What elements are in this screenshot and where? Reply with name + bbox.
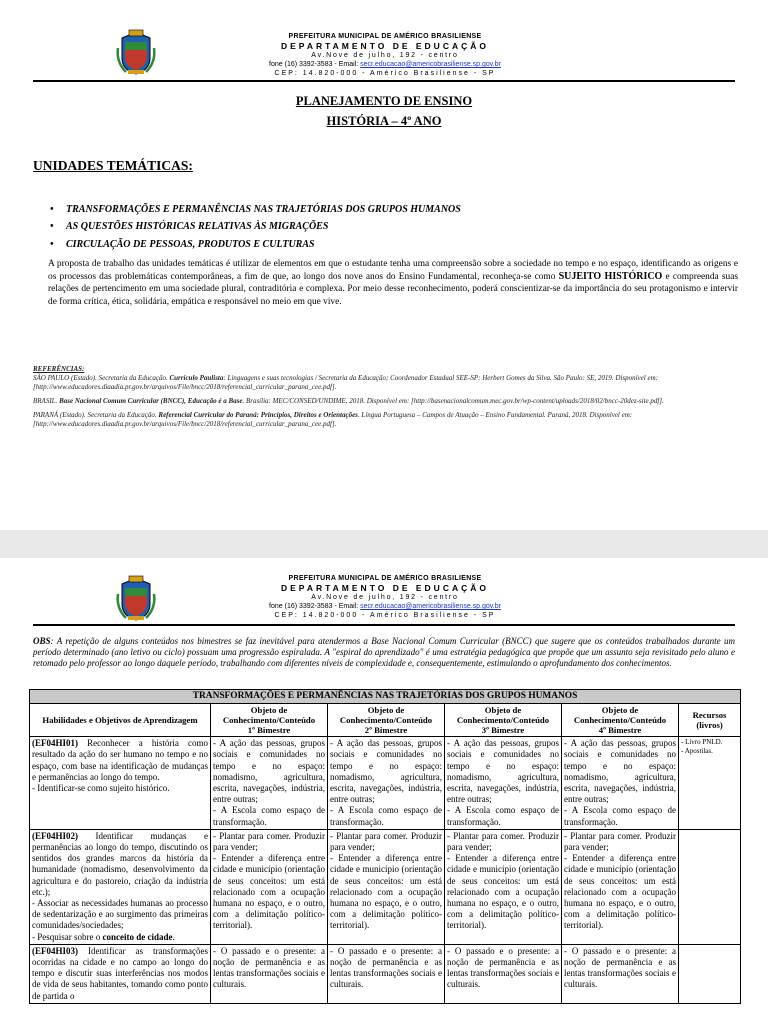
letterhead (0, 0, 768, 77)
reference-item: SÃO PAULO (Estado). Secretaria da Educação. Currículo Paulista: Linguagens e suas tecnologias / Secretaria da Educação; Coordenador Estadual SEE-SP: Herbert Gomes da Silva. São Paulo: SE, 2019. Disponível em: [http://www.educadores.diaadia.pr.gov.br/arquivos/File/bncc/2018/referencial_curricular_parana_cee.pdf]. (33, 374, 658, 391)
header-resources: Recursos (livros) (679, 704, 741, 737)
content-cell: - A ação das pessoas, grupos sociais e comunidades no tempo e no espaço: nomadismo, agricultura, escrita, navegações, indústria, entre outras; - A Escola como espaço de transformação. (211, 737, 328, 830)
letterhead (0, 558, 768, 624)
reference-item: BRASIL. Base Nacional Comum Curricular (BNCC), Educação é a Base. Brasília: MEC/CONSED/UNDIME, 2018. Disponível em: [http://basenacionalcomum.mec.gov.br/wp-content/uploads/2018/02/bncc-20dez-site.pdf]. (33, 397, 664, 405)
page-subtitle: HISTÓRIA – 4º ANO (326, 114, 442, 128)
header-bimester-4: Objeto de Conhecimento/Conteúdo 4º Bimestre (562, 704, 679, 737)
phone-text: fone (16) 3392-3583 - Email: (269, 61, 361, 68)
content-cell: - Plantar para comer. Produzir para vender; - Entender a diferença entre cidade e município (orientação de seus conceitos: um está relacionado com a ocupação humana no espaço, e o outro, com a delimitação político-territorial). (328, 829, 445, 944)
table-header-row (30, 704, 741, 737)
department-name: DEPARTAMENTO DE EDUCAÇÃO (280, 41, 489, 51)
content-cell: - O passado e o presente: a noção de permanência e as lentas transformações sociais e culturais. (445, 944, 562, 1003)
references-heading: REFERÊNCIAS: (33, 365, 85, 373)
skill-cell: (EF04HI02) Identificar mudanças e permanências ao longo do tempo, discutindo os sentidos dos grandes marcos da história da humanidade (nomadismo, desenvolvimento da agricultura e do pastoreio, criação da indústria etc.); - Associar as necessidades humanas ao processo de sedentarização e ao surgimento das primeiras comunidades/sociedades; - Pesquisar sobre o conceito de cidade. (30, 829, 211, 944)
header-divider (33, 80, 735, 82)
content-cell: - O passado e o presente: a noção de permanência e as lentas transformações sociais e culturais. (211, 944, 328, 1003)
header-bimester-3: Objeto de Conhecimento/Conteúdo 3º Bimestre (445, 704, 562, 737)
prefeitura-name: PREFEITURA MUNICIPAL DE AMÉRICO BRASILIENSE (288, 575, 482, 582)
content-cell: - Plantar para comer. Produzir para vender; - Entender a diferença entre cidade e município (orientação de seus conceitos: um está relacionado com a ocupação humana no espaço, e o outro, com a delimitação político-territorial). (211, 829, 328, 944)
list-item: • AS QUESTÕES HISTÓRICAS RELATIVAS ÀS MIGRAÇÕES (50, 221, 329, 232)
content-cell: - A ação das pessoas, grupos sociais e comunidades no tempo e no espaço: nomadismo, agricultura, escrita, navegações, indústria, entre outras; - A Escola como espaço de transformação. (328, 737, 445, 830)
page-title: PLANEJAMENTO DE ENSINO (295, 94, 473, 108)
bullet-icon: • (50, 204, 54, 215)
email-link[interactable]: secr.educacao@americobrasiliense.sp.gov.br (360, 61, 501, 68)
skill-cell: (EF04HI03) Identificar as transformações ocorridas na cidade e no campo ao longo do tempo e discutir suas interferências nos modos de vida de seus habitantes, tomando como ponto de partida o (30, 944, 211, 1003)
address: Av.Nove de julho, 192 - centro (311, 52, 459, 59)
header-skills: Habilidades e Objetivos de Aprendizagem (30, 704, 211, 737)
content-cell: - Plantar para comer. Produzir para vender; - Entender a diferença entre cidade e município (orientação de seus conceitos: um está relacionado com a ocupação humana no espaço, e o outro, com a delimitação político-territorial). (562, 829, 679, 944)
intro-paragraph: A proposta de trabalho das unidades temáticas é utilizar de elementos em que o estudante tenha uma compreensão sobre a sociedade no tempo e no espaço, identificando as origens e os processos das problemáticas contemporâneas, a fim de que, ao longo dos nove anos do Ensino Fundamental, reconheça-se como SUJEITO HISTÓRICO e compreenda suas relações de pertencimento em uma sociedade plural, contraditória e complexa. Por meio desse reconhecimento, poderá conscientizar-se da importância do seu protagonismo e intervir de forma crítica, ética, solidária, empática e responsável no meio em que vive. (48, 259, 739, 307)
table-row (30, 829, 741, 944)
resources-cell: - Livro PNLD. - Apostilas. (679, 737, 741, 830)
emphasis-text: SUJEITO HISTÓRICO (558, 270, 663, 282)
obs-label: OBS (33, 636, 51, 646)
references (33, 365, 735, 434)
header-bimester-1: Objeto de Conhecimento/Conteúdo 1º Bimestre (211, 704, 328, 737)
municipal-crest-icon (116, 574, 156, 622)
table-row (30, 737, 741, 830)
department-name: DEPARTAMENTO DE EDUCAÇÃO (280, 583, 489, 593)
contact-line (230, 60, 540, 69)
resources-cell (679, 944, 741, 1003)
observation-note: OBS: A repetição de alguns conteúdos nos bimestres se faz inevitável para atendermos a Base Nacional Comum Curricular (BNCC) que sugere que os conteúdos trabalhados durante um período determinado (ano letivo ou ciclo) possuam uma progressão espiralada. A "espiral do aprendizado" é uma estratégia pedagógica que propõe que um assunto seja revisitado pelo aluno e retomado pelo professor ao longo daquele período, trabalhando com diferentes níveis de complexidade e, consequentemente, estimulando o aprofundamento dos conhecimentos. (33, 636, 735, 668)
postal-code: CEP: 14.820-000 - Américo Brasiliense - SP (274, 70, 496, 77)
address: Av.Nove de julho, 192 - centro (311, 594, 459, 601)
content-cell: - O passado e o presente: a noção de permanência e as lentas transformações sociais e culturais. (328, 944, 445, 1003)
content-cell: - A ação das pessoas, grupos sociais e comunidades no tempo e no espaço: nomadismo, agricultura, escrita, navegações, indústria, entre outras; - A Escola como espaço de transformação. (445, 737, 562, 830)
content-cell: - A ação das pessoas, grupos sociais e comunidades no tempo e no espaço: nomadismo, agricultura, escrita, navegações, indústria, entre outras; - A Escola como espaço de transformação. (562, 737, 679, 830)
table-row (30, 944, 741, 1003)
resources-cell (679, 829, 741, 944)
reference-item: PARANÁ (Estado). Secretaria da Educação. Referencial Curricular do Paraná: Princípios, Direitos e Orientações. Língua Portuguesa – Campos de Atuação – Ensino Fundamental. Paraná, 2018. Disponível em: [http://www.educadores.diaadia.pr.gov.br/arquivos/File/bncc/2018/referencial_curricular_parana_cee.pdf]. (33, 411, 633, 428)
list-item: • CIRCULAÇÃO DE PESSOAS, PRODUTOS E CULTURAS (50, 239, 315, 250)
contact-line (230, 602, 540, 611)
bullet-icon: • (50, 221, 54, 232)
email-link[interactable]: secr.educacao@americobrasiliense.sp.gov.br (360, 603, 501, 610)
skill-cell: (EF04HI01) Reconhecer a história como resultado da ação do ser humano no tempo e no espaço, com base na identificação de mudanças e permanências ao longo do tempo. - Identificar-se como sujeito histórico. (30, 737, 211, 830)
header-bimester-2: Objeto de Conhecimento/Conteúdo 2º Bimestre (328, 704, 445, 737)
postal-code: CEP: 14.820-000 - Américo Brasiliense - SP (274, 612, 496, 619)
municipal-crest-icon (116, 28, 156, 76)
list-item: • TRANSFORMAÇÕES E PERMANÊNCIAS NAS TRAJETÓRIAS DOS GRUPOS HUMANOS (50, 204, 461, 215)
document-page-2 (0, 558, 768, 1024)
prefeitura-name: PREFEITURA MUNICIPAL DE AMÉRICO BRASILIENSE (288, 33, 482, 40)
section-heading: UNIDADES TEMÁTICAS: (33, 158, 193, 173)
planning-table (29, 689, 741, 1004)
content-cell: - O passado e o presente: a noção de permanência e as lentas transformações sociais e culturais. (562, 944, 679, 1003)
content-cell: - Plantar para comer. Produzir para vender; - Entender a diferença entre cidade e município (orientação de seus conceitos: um está relacionado com a ocupação humana no espaço, e o outro, com a delimitação político-territorial). (445, 829, 562, 944)
table-title: TRANSFORMAÇÕES E PERMANÊNCIAS NAS TRAJETÓRIAS DOS GRUPOS HUMANOS (30, 690, 741, 704)
phone-text: fone (16) 3392-3583 - Email: (269, 603, 361, 610)
bullet-icon: • (50, 239, 54, 250)
header-divider (33, 624, 735, 626)
